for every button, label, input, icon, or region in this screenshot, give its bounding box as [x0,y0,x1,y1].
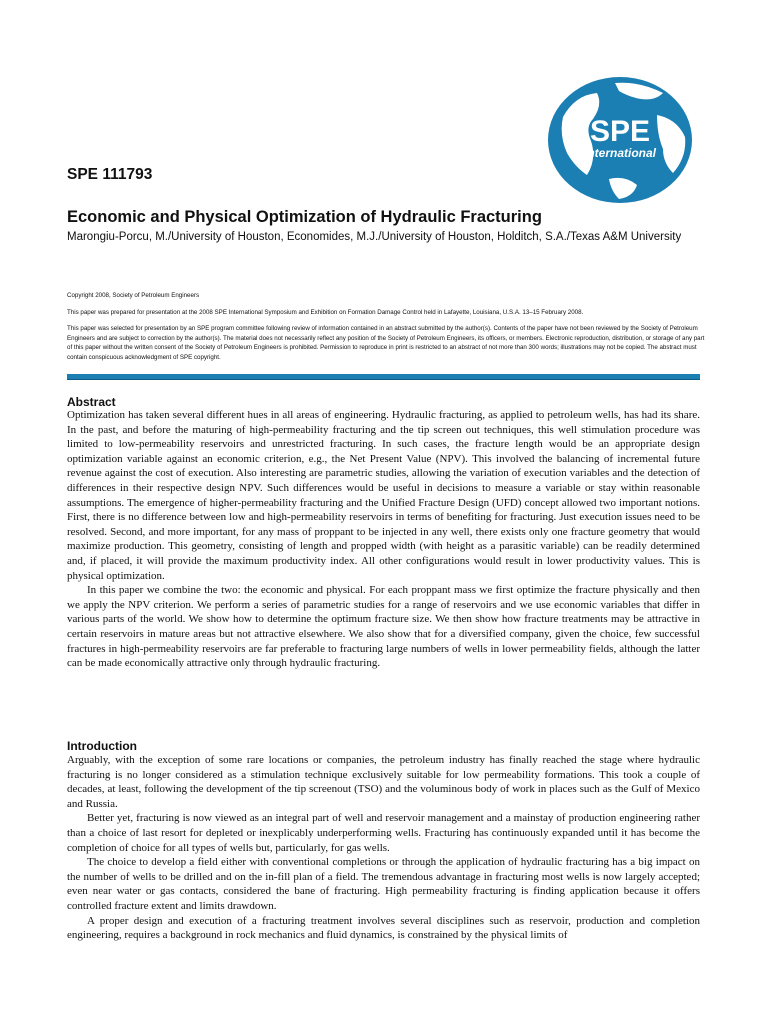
paper-title: Economic and Physical Optimization of Hydraulic Fracturing [67,208,542,226]
paper-number: SPE 111793 [67,166,153,183]
introduction-paragraph: A proper design and execution of a fracturing treatment involves several disciplines such as reservoir, production and completion engineering, requires a background in rock mechanics and fluid dynamics, is constrained by the physical limits of [67,914,700,942]
selection-notice: This paper was selected for presentation by an SPE program committee following review of information contained in an abstract submitted by the author(s). Contents of the paper have not been reviewed by the Society of Petroleum Engineers and are subject to correction by the author(s). The material does not necessarily reflect any position of the Society of Petroleum Engineers, its officers, or members. Electronic reproduction, distribution, or storage of any part of this paper without the written consent of the Society of Petroleum Engineers is prohibited. Permission to reproduce in print is restricted to an abstract of not more than 300 words; illustrations may not be copied. The abstract must contain conspicuous acknowledgment of SPE copyright. [67,325,705,361]
authors: Marongiu-Porcu, M./University of Houston, Economides, M.J./University of Houston, Holditch, S.A./Texas A&M University [67,231,682,243]
abstract-paragraph: Optimization has taken several different hues in all areas of engineering. Hydraulic fracturing, as applied to petroleum wells, has had its share. In the past, and before the maturing of high-permeability fracturing and the tip screen out techniques, this well stimulation procedure was limited to low-permeability reservoirs and unrestricted fracturing. In such cases, the fracture length would be an appropriate design optimization variable against an economic criterion, e.g., the Net Present Value (NPV). This involved the balancing of incremental future revenue against the cost of execution. Also interesting are parametric studies, allowing the variation of execution variables and the detection of differences in their respective design NPV. Such differences would be useful in decisions to measure a variable or stay within reasonable assumptions. The emergence of higher-permeability fracturing and the Unified Fracture Design (UFD) concept allowed two important notions. First, there is no difference between low and high-permeability reservoirs in terms of benefiting for fracturing. Just execution issues need to be resolved. Second, and more important, for any mass of proppant to be injected in any well, there exists only one fracture geometry that would maximize production. This geometry, consisting of length and propped width (with height as a parasitic variable) can be readily determined and, if placed, it will provide the maximum productivity index. All other configurations would result in lower productivity values. This is physical optimization. [67,409,700,582]
spe-international-logo [545,75,695,205]
abstract-body [67,408,700,671]
header-rule [67,374,700,380]
abstract-heading: Abstract [67,395,116,409]
abstract-paragraph: In this paper we combine the two: the economic and physical. For each proppant mass we first optimize the fracture physically and then we apply the NPV criterion. We perform a series of parametric studies for a range of reservoirs and we use economic variables that differ in various parts of the world. We show how to determine the optimum fracture size. We then show how fracture treatments may be attractive in certain reservoirs in mature areas but not attractive elsewhere. We also show that for a diversified company, given the choice, few successful fractures in high-permeability reservoirs are far preferable to fracturing large numbers of wells in lower permeability fields, although the latter can be made economically attractive only through hydraulic fracturing. [67,584,700,670]
introduction-body [67,753,700,943]
introduction-heading: Introduction [67,739,137,753]
logo-spe-text: SPE [589,115,651,148]
copyright-notice: Copyright 2008, Society of Petroleum Engineers [67,292,200,299]
presentation-notice: This paper was prepared for presentation at the 2008 SPE International Symposium and Exhibition on Formation Damage Control held in Lafayette, Louisiana, U.S.A. 13–15 February 2008. [67,309,584,316]
introduction-paragraph: Better yet, fracturing is now viewed as an integral part of well and reservoir management and a mainstay of production engineering rather than a choice of last resort for depleted or inexplicably underperforming wells. Fracturing has continuously expanded until it has become the completion of choice for all types of wells but, particularly, for gas wells. [67,812,700,854]
introduction-paragraph: The choice to develop a field either with conventional completions or through the application of hydraulic fracturing has a big impact on the number of wells to be drilled and on the in-fill plan of a field. The tremendous advantage in fracturing most wells is now largely accepted; even near water or gas contacts, considered the bane of fracturing. High permeability fracturing is finding application because it offers controlled fracture extent and limits drawdown. [67,856,700,912]
introduction-paragraph: Arguably, with the exception of some rare locations or companies, the petroleum industry has finally reached the stage where hydraulic fracturing is no longer considered as a stimulation technique exclusively suitable for low permeability formations. This took a couple of decades, at least, following the development of the tip screenout (TSO) and the voluminous body of work in places such as the Gulf of Mexico and Russia. [67,754,700,810]
logo-international-text: International [583,146,657,160]
